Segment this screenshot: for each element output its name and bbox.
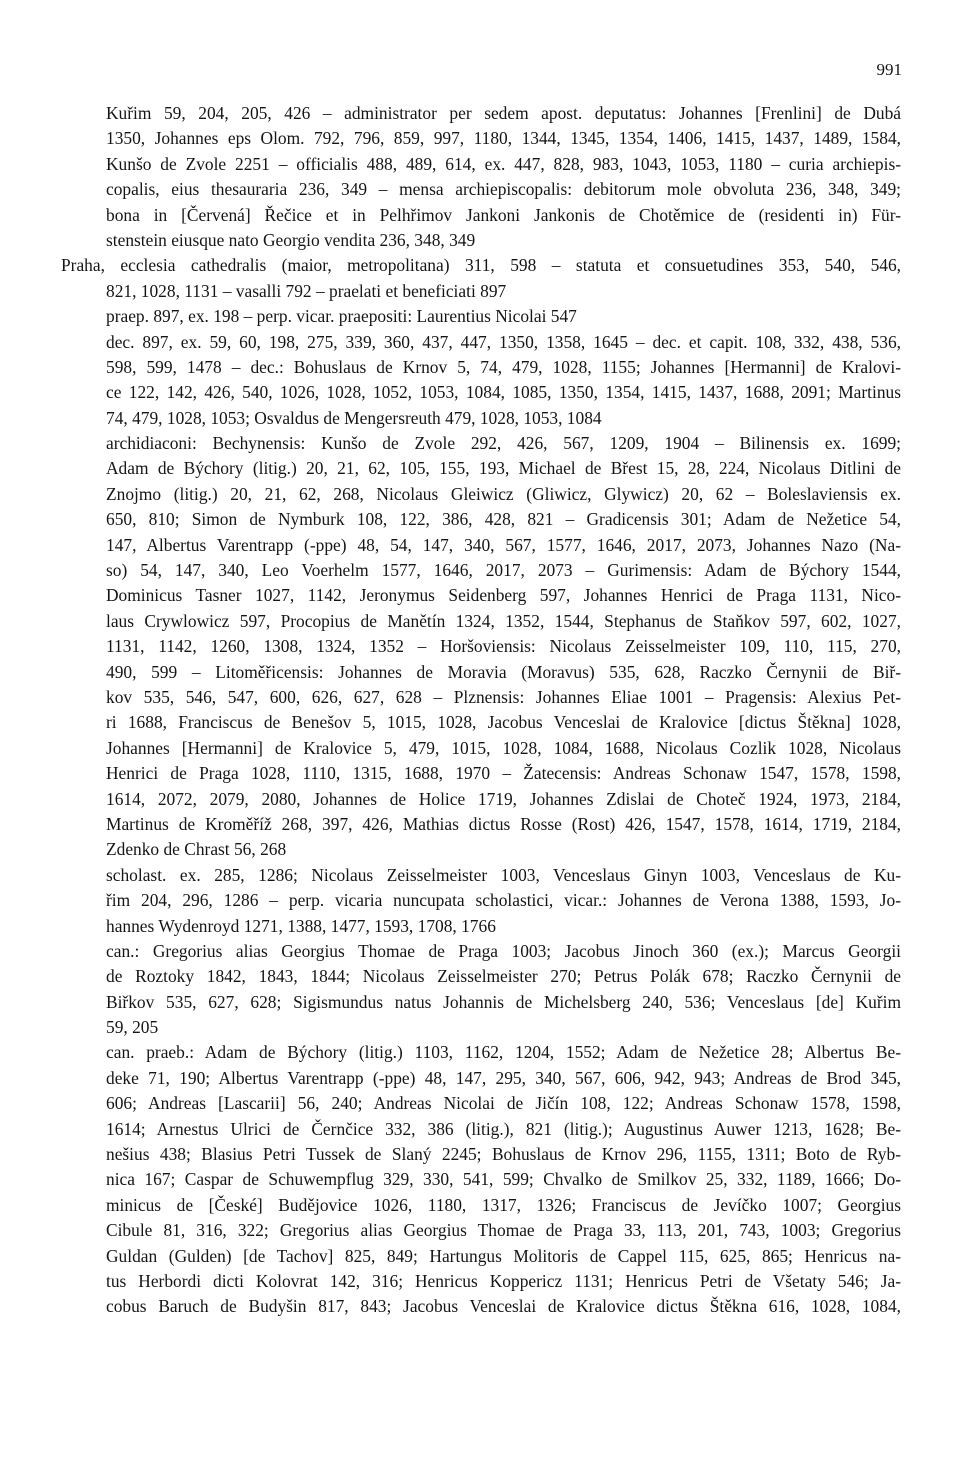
index-line: stenstein eiusque nato Georgio vendita 236, 348, 349 (106, 229, 476, 250)
index-line: archidiaconi: Bechynensis: Kunšo de Zvole 292, 426, 567, 1209, 1904 – Bilinensis ex. 1699; (106, 433, 901, 454)
index-line: dec. 897, ex. 59, 60, 198, 275, 339, 360, 437, 447, 1350, 1358, 1645 – dec. et capit. 108, 332, 438, 536, (106, 331, 901, 352)
index-line: 598, 599, 1478 – dec.: Bohuslaus de Krnov 5, 74, 479, 1028, 1155; Johannes [Hermanni] de Kralovi- (106, 356, 901, 377)
index-line: tus Herbordi dicti Kolovrat 142, 316; Henricus Koppericz 1131; Henricus Petri de Všetaty 546; Ja- (106, 1270, 901, 1291)
index-line: cobus Baruch de Budyšin 817, 843; Jacobus Venceslai de Kralovice dictus Štěkna 616, 1028, 1084, (106, 1296, 901, 1317)
index-line: 1614, 2072, 2079, 2080, Johannes de Holice 1719, Johannes Zdislai de Choteč 1924, 1973, 2184, (106, 788, 901, 809)
index-line: bona in [Červená] Řečice et in Pelhřimov Jankoni Jankonis de Chotěmice de (residenti in) Für- (106, 204, 901, 225)
index-line: 1131, 1142, 1260, 1308, 1324, 1352 – Horšoviensis: Nicolaus Zeisselmeister 109, 110, 115, 270, (106, 636, 901, 657)
index-line: deke 71, 190; Albertus Varentrapp (-ppe) 48, 147, 295, 340, 567, 606, 942, 943; Andreas de Brod 345, (106, 1067, 901, 1088)
index-line: Adam de Býchory (litig.) 20, 21, 62, 105, 155, 193, Michael de Břest 15, 28, 224, Nicolaus Ditlini de (106, 458, 901, 479)
index-line: ce 122, 142, 426, 540, 1026, 1028, 1052, 1053, 1084, 1085, 1350, 1354, 1415, 1437, 1688, 2091; Martinus (106, 382, 901, 403)
index-line: so) 54, 147, 340, Leo Voerhelm 1577, 1646, 2017, 2073 – Gurimensis: Adam de Býchory 1544, (106, 560, 901, 581)
index-line: copalis, eius thesauraria 236, 349 – mensa archiepiscopalis: debitorum mole obvoluta 236, 348, 349; (106, 179, 901, 200)
index-line: can. praeb.: Adam de Býchory (litig.) 1103, 1162, 1204, 1552; Adam de Nežetice 28; Albertus Be- (106, 1042, 901, 1063)
index-line: řim 204, 296, 1286 – perp. vicaria nuncupata scholastici, vicar.: Johannes de Verona 1388, 1593, Jo- (106, 890, 901, 911)
index-line: 147, Albertus Varentrapp (-ppe) 48, 54, 147, 340, 567, 1577, 1646, 2017, 2073, Johannes Nazo (Na- (106, 534, 901, 555)
index-line: 606; Andreas [Lascarii] 56, 240; Andreas Nicolai de Jičín 108, 122; Andreas Schonaw 1578, 1598, (106, 1093, 901, 1114)
index-line: Zdenko de Chrast 56, 268 (106, 839, 287, 860)
index-line: 821, 1028, 1131 – vasalli 792 – praelati et beneficiati 897 (106, 280, 507, 301)
index-line: Znojmo (litig.) 20, 21, 62, 268, Nicolaus Gleiwicz (Gliwicz, Glywicz) 20, 62 – Boleslaviensis ex. (106, 483, 901, 504)
index-line: Kunšo de Zvole 2251 – officialis 488, 489, 614, ex. 447, 828, 983, 1043, 1053, 1180 – curia archiepis- (106, 153, 901, 174)
index-line: 74, 479, 1028, 1053; Osvaldus de Mengersreuth 479, 1028, 1053, 1084 (106, 407, 602, 428)
index-line: Henrici de Praga 1028, 1110, 1315, 1688, 1970 – Žatecensis: Andreas Schonaw 1547, 1578, 1598, (106, 763, 901, 784)
index-line: Dominicus Tasner 1027, 1142, Jeronymus Seidenberg 597, Johannes Henrici de Praga 1131, Nico- (106, 585, 901, 606)
page-number: 991 (876, 60, 902, 79)
index-line: nešius 438; Blasius Petri Tussek de Slaný 2245; Bohuslaus de Krnov 296, 1155, 1311; Boto de Ryb- (106, 1144, 901, 1165)
index-line: 1350, Johannes eps Olom. 792, 796, 859, 997, 1180, 1344, 1345, 1354, 1406, 1415, 1437, 1489, 1584, (106, 128, 901, 149)
index-entries (61, 101, 901, 1320)
index-line: kov 535, 546, 547, 600, 626, 627, 628 – Plznensis: Johannes Eliae 1001 – Pragensis: Alexius Pet- (106, 686, 901, 707)
index-line: praep. 897, ex. 198 – perp. vicar. praepositi: Laurentius Nicolai 547 (106, 306, 577, 327)
index-line: minicus de [České] Budějovice 1026, 1180, 1317, 1326; Franciscus de Jevíčko 1007; Georgius (106, 1194, 901, 1215)
index-line: 59, 205 (106, 1017, 159, 1038)
index-line: Biřkov 535, 627, 628; Sigismundus natus Johannis de Michelsberg 240, 536; Venceslaus [de] Kuřim (106, 991, 901, 1012)
index-line: scholast. ex. 285, 1286; Nicolaus Zeisselmeister 1003, Venceslaus Ginyn 1003, Venceslaus de Ku- (106, 864, 901, 885)
index-line: 650, 810; Simon de Nymburk 108, 122, 386, 428, 821 – Gradicensis 301; Adam de Nežetice 54, (106, 509, 901, 530)
index-line: laus Crywlowicz 597, Procopius de Manětín 1324, 1352, 1544, Stephanus de Staňkov 597, 602, 1027, (106, 610, 901, 631)
index-line: Johannes [Hermanni] de Kralovice 5, 479, 1015, 1028, 1084, 1688, Nicolaus Cozlik 1028, Nicolaus (106, 737, 901, 758)
index-line: can.: Gregorius alias Georgius Thomae de Praga 1003; Jacobus Jinoch 360 (ex.); Marcus Georgii (106, 940, 901, 961)
index-line: ri 1688, Franciscus de Benešov 5, 1015, 1028, Jacobus Venceslai de Kralovice [dictus Štěkna] 1028, (106, 712, 901, 733)
index-line: 1614; Arnestus Ulrici de Černčice 332, 386 (litig.), 821 (litig.); Augustinus Auwer 1213, 1628; Be- (106, 1118, 901, 1139)
index-line: de Roztoky 1842, 1843, 1844; Nicolaus Zeisselmeister 270; Petrus Polák 678; Raczko Černynii de (106, 966, 901, 987)
index-headword-line: Praha, ecclesia cathedralis (maior, metropolitana) 311, 598 – statuta et consuetudines 353, 540, 546, (61, 255, 901, 276)
index-line: Kuřim 59, 204, 205, 426 – administrator per sedem apost. deputatus: Johannes [Frenlini] de Dubá (106, 103, 901, 123)
index-line: Martinus de Kroměříž 268, 397, 426, Mathias dictus Rosse (Rost) 426, 1547, 1578, 1614, 1719, 2184, (106, 813, 901, 834)
index-line: Cibule 81, 316, 322; Gregorius alias Georgius Thomae de Praga 33, 113, 201, 743, 1003; Gregorius (106, 1220, 901, 1241)
index-line: 490, 599 – Litoměřicensis: Johannes de Moravia (Moravus) 535, 628, Raczko Černynii de Biř- (106, 661, 901, 682)
index-line: nica 167; Caspar de Schuwempflug 329, 330, 541, 599; Chvalko de Smilkov 25, 332, 1189, 1666; Do- (106, 1169, 901, 1190)
index-line: Guldan (Gulden) [de Tachov] 825, 849; Hartungus Molitoris de Cappel 115, 625, 865; Henricus na- (106, 1245, 901, 1266)
index-line: hannes Wydenroyd 1271, 1388, 1477, 1593, 1708, 1766 (106, 915, 496, 936)
